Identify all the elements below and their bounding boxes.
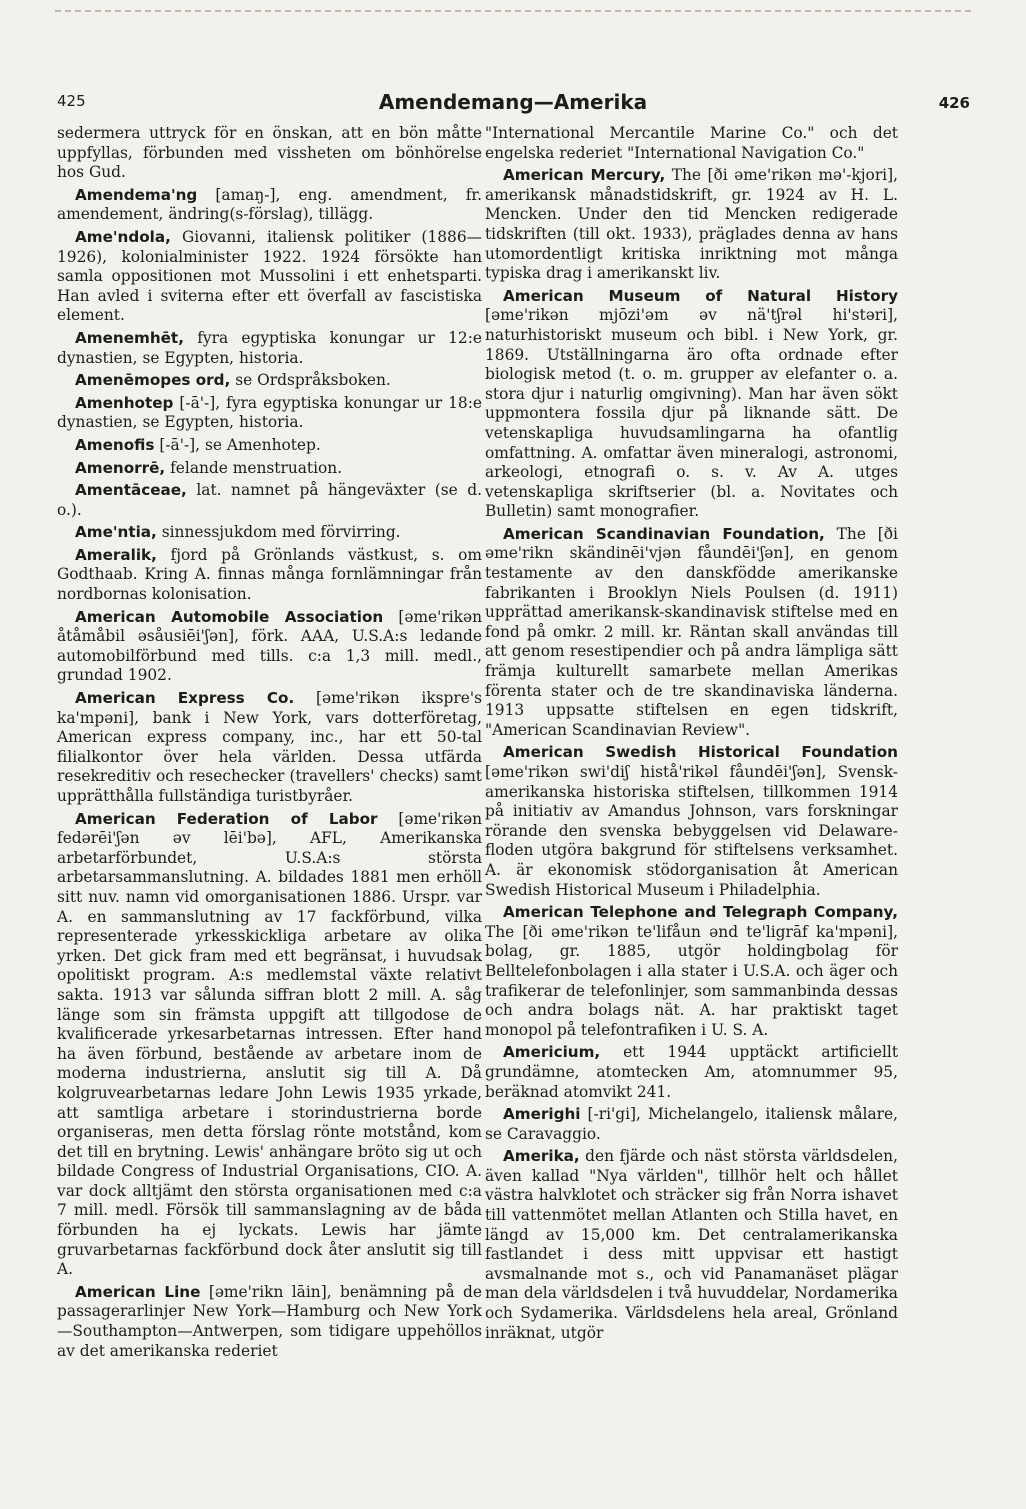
entry-headword: Americium, <box>503 1043 601 1062</box>
entry-headword: Ame'ntia, <box>75 523 157 542</box>
dictionary-entry <box>57 523 482 543</box>
dictionary-entry <box>57 394 482 433</box>
entry-headword: Amenofis <box>75 435 155 454</box>
entry-text: Giovanni, italiensk politiker (1886—1926), kolonialminister 1922. 1924 försökte han samla oppositionen mot Mussolini i ett enhetsparti. Han avled i sviterna efter ett överfall av fascistiska element. <box>57 227 482 325</box>
dictionary-entry <box>57 371 482 391</box>
entry-text: felande menstruation. <box>170 458 343 477</box>
page-top-edge <box>55 10 971 12</box>
entry-text: [əme'rikən mjōzi'əm əv nä'tʃrəl hi'stəri], naturhistoriskt museum och bibl. i New York, gr. 1869. Utställningarna äro ofta ordnade efter biologisk metod (t. o. m. grupper av elefanter o. a. stora djur i naturlig omgivning). Man har även sökt uppmontera fossila djur på liknande sätt. De vetenskapliga huvudsamlingarna ha ofantlig omfattning. A. omfattar även mineralogi, astronomi, arkeologi, etnografi o. s. v. Av A. utges vetenskapliga skriftserier (bl. a. Novitates och Bulletin) samt monografier. <box>485 306 898 521</box>
entry-text: [-ā'-], fyra egyptiska konungar ur 18:e dynastien, se Egypten, historia. <box>57 393 482 432</box>
left-column <box>57 124 482 1364</box>
entry-text: fyra egyptiska konungar ur 12:e dynastien, se Egypten, historia. <box>57 328 482 367</box>
entry-headword: Amenorrē, <box>75 458 166 477</box>
entry-text: [əme'rikən swi'diʃ histå'rikəl fåundēi'ʃən], Svensk-amerikanska historiska stiftelsen, tillkommen 1914 på initiativ av Amandus Johnson, vars forskningar rörande den svenska bebyggelsen vid Delaware-floden utgöra bakgrund för stiftelsens verksamhet. A. är ekonomisk stödorganisation åt American Swedish Historical Museum i Philadelphia. <box>485 763 898 899</box>
page-number-right: 426 <box>938 94 970 112</box>
dictionary-entry <box>485 166 898 284</box>
dictionary-entry <box>485 287 898 522</box>
entry-text: sinnessjukdom med förvirring. <box>161 523 401 542</box>
entry-headword: Amerika, <box>503 1147 580 1166</box>
page-number-left: 425 <box>57 92 86 110</box>
entry-text: [əme'rikn lāin], benämning på de passagerarlinjer New York—Hamburg och New York—Southampton—Antwerpen, som tidigare uppehöllos av det amerikanska rederiet <box>57 1282 482 1360</box>
entry-headword: American Swedish Historical Foundation <box>503 743 898 762</box>
page-header <box>0 88 1026 124</box>
entry-headword: American Scandinavian Foundation, <box>503 524 825 543</box>
entry-headword: Amerighi <box>503 1105 581 1124</box>
entry-text: lat. namnet på hängeväxter (se d. o.). <box>57 481 482 519</box>
entry-headword: American Telephone and Telegraph Company, <box>503 903 898 922</box>
entry-text: fjord på Grönlands västkust, s. om Godthaab. Kring A. finnas många fornlämningar från nordbornas kolonisation. <box>57 545 482 604</box>
entry-text: sedermera uttryck för en önskan, att en bön måtte uppfyllas, förbunden med vissheten om bönhörelse hos Gud. <box>57 124 482 182</box>
entry-text: The [ði əme'rikən te'lifåun ənd te'ligrāf ka'mpəni], bolag, gr. 1885, utgör holdingbolag för Belltelefonbolagen i alla stater i U.S.A. och äger och trafikerar de telefonlinjer, som sammanbinda dessas och andra bolags nät. A. har praktiskt taget monopol på telefontrafiken i U. S. A. <box>485 922 898 1039</box>
dictionary-entry <box>57 608 482 686</box>
dictionary-entry <box>485 525 898 741</box>
dictionary-entry <box>57 481 482 520</box>
entry-text: den fjärde och näst största världsdelen, även kallad "Nya världen", tillhör helt och hållet västra halvklotet och sträcker sig från Norra ishavet till vattenmötet mellan Atlanten och Stilla havet, en längd av 15,000 km. Det centralamerikanska fastlandet i dess mitt uppvisar ett hastigt avsmalnande mot s., och vid Panamanäset plägar man dela världsdelen i två huvuddelar, Nordamerika och Sydamerika. Världsdelens hela areal, Grönland inräknat, utgör <box>485 1147 898 1342</box>
entry-text: ett 1944 upptäckt artificiellt grundämne, atomtecken Am, atomnummer 95, beräknad atomvikt 241. <box>485 1043 898 1101</box>
dictionary-entry <box>57 546 482 605</box>
entry-text: [əme'rikən åtåmåbil əsåusiēi'ʃən], förk. AAA, U.S.A:s ledande automobilförbund med tills. c:a 1,3 mill. medl., grundad 1902. <box>57 607 482 685</box>
dictionary-entry <box>485 1105 898 1144</box>
dictionary-entry <box>485 1043 898 1102</box>
entry-text: [əme'rikən fedərēi'ʃən əv lēi'bə], AFL, Amerikanska arbetarförbundet, U.S.A:s största arbetarsammanslutning. A. bildades 1881 men erhöll sitt nuv. namn vid omorganisationen 1886. Urspr. var A. en sammanslutning av 17 fackförbund, vilka representerade yrkesskickliga arbetare av olika yrken. Det gick fram med ett begränsat, i huvudsak opolitiskt program. A:s medlemstal växte relativt sakta. 1913 var sålunda siffran blott 2 mill. A. såg länge som sin främsta uppgift att tillgodose de kvalificerade yrkesarbetarnas intressen. Efter hand ha även förbund, bestående av arbetare inom de moderna industrierna, anslutit sig till A. Då kolgruvearbetarnas ledare John Lewis 1935 yrkade, att samtliga arbetare i storindustrierna borde organiseras, men detta förslag rönte motstånd, kom det till en brytning. Lewis' anhängare bröto sig ut och bildade Congress of Industrial Organisations, CIO. A. var dock alltjämt den största organisationen med c:a 7 mill. medl. Försök till sammanslagning av de båda förbunden ha ej lyckats. Lewis har jämte gruvarbetarnas fackförbund dock åter anslutit sig till A. <box>57 809 482 1279</box>
entry-headword: Amentāceae, <box>75 481 187 500</box>
entry-headword: Amendema'ng <box>75 185 198 204</box>
entry-text: [əme'rikən ikspre's ka'mpəni], bank i New York, vars dotterföretag, American express company, inc., har ett 50-tal filialkontor över hela världen. Dessa utfärda resekreditiv och resechecker (travellers' checks) samt upprätthålla fullständiga turistbyråer. <box>57 689 482 805</box>
dictionary-entry <box>485 743 898 900</box>
entry-headword: Amenemhēt, <box>75 328 184 347</box>
dictionary-entry <box>485 1147 898 1343</box>
dictionary-entry <box>57 124 482 183</box>
dictionary-entry <box>57 459 482 479</box>
entry-headword: Ame'ndola, <box>75 227 171 246</box>
entry-headword: American Museum of Natural History <box>503 286 898 305</box>
dictionary-entry <box>57 228 482 326</box>
dictionary-entry <box>57 689 482 807</box>
entry-headword: Amenēmopes ord, <box>75 371 231 390</box>
dictionary-entry <box>57 186 482 225</box>
running-title: Amendemang—Amerika <box>378 90 648 114</box>
entry-text: se Ordspråksboken. <box>235 371 391 390</box>
dictionary-entry <box>57 810 482 1280</box>
entry-text: The [ði əme'rikn skändinēi'vjən fåundēi'ʃən], en genom testamente av den danskfödde amerikanske fabrikanten i Brooklyn Niels Poulsen (d. 1911) upprättad amerikansk-skandinavisk stiftelse med en fond på omkr. 2 mill. kr. Räntan skall användas till att genom resestipendier och på andra lämpliga sätt främja kulturellt samarbete mellan Amerikas förenta stater och de tre skandinaviska länderna. 1913 uppsatte stiftelsen en egen tidskrift, "American Scandinavian Review". <box>485 524 898 739</box>
entry-text: The [ði əme'rikən mə'-kjori], amerikansk månadstidskrift, gr. 1924 av H. L. Mencken. Under den tid Mencken redigerade tidskriften (till okt. 1933), präglades denna av hans utomordentligt kritiska inriktning mot många typiska drag i amerikanskt liv. <box>485 166 898 283</box>
dictionary-entry <box>485 903 898 1040</box>
right-column <box>485 124 898 1346</box>
entry-headword: American Federation of Labor <box>75 809 378 828</box>
dictionary-entry <box>485 124 898 163</box>
entry-text: "International Mercantile Marine Co." och det engelska rederiet "International Navigation Co." <box>485 124 898 162</box>
entry-text: [-ri'gi], Michelangelo, italiensk målare, se Caravaggio. <box>485 1105 898 1143</box>
entry-headword: American Automobile Association <box>75 607 384 626</box>
entry-headword: American Line <box>75 1282 201 1301</box>
entry-headword: American Mercury, <box>503 166 666 185</box>
entry-headword: Ameralik, <box>75 545 157 564</box>
entry-headword: Amenhotep <box>75 393 174 412</box>
dictionary-entry <box>57 329 482 368</box>
dictionary-entry <box>57 1283 482 1361</box>
entry-headword: American Express Co. <box>75 689 295 708</box>
entry-text: [amaŋ-], eng. amendment, fr. amendement, ändring(s-förslag), tillägg. <box>57 185 482 224</box>
dictionary-entry <box>57 436 482 456</box>
entry-text: [-ā'-], se Amenhotep. <box>159 435 321 454</box>
